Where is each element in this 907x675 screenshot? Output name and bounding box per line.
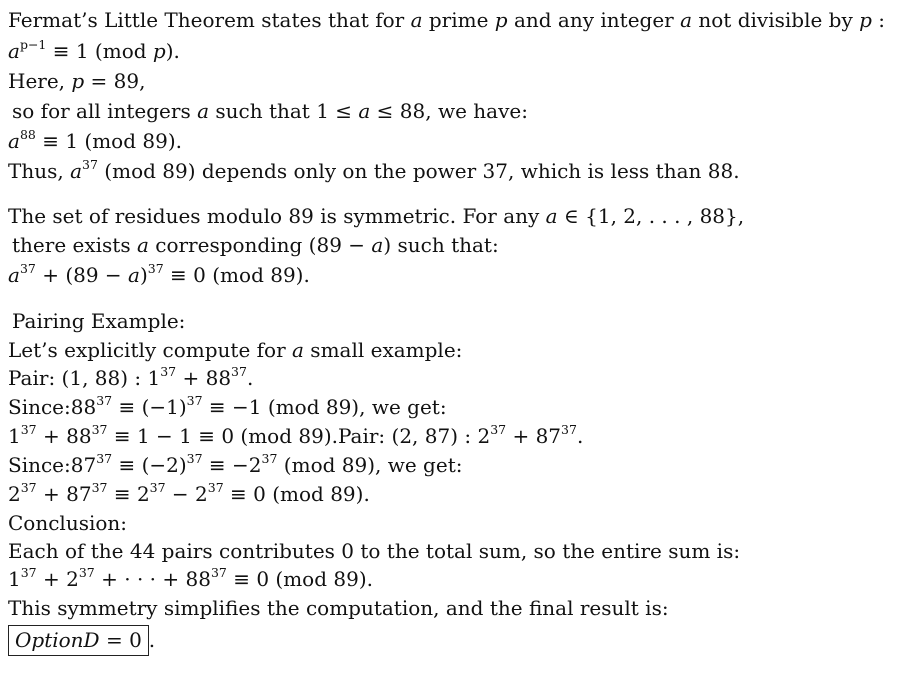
line-20 [8,594,669,622]
line-21 [8,625,155,656]
line-9 [8,261,310,289]
final-answer: OptionD = 0 [15,628,142,652]
line-7-text: The set of residues modulo 89 is symmetric. For any a ∈ {1, 2, . . . , 88}, [8,204,745,228]
line-12-text: Pair: (1, 88) : $1^{37} + 88^{37}$. [8,364,254,390]
line-4 [12,97,528,125]
line-20-text: This symmetry simplifies the computation, and the final result is: [8,596,669,620]
line-18-text: Each of the 44 pairs contributes 0 to the total sum, so the entire sum is: [8,539,741,563]
line-3-text: Here, p = 89, [8,69,146,93]
line-2 [8,37,180,65]
line-15 [8,451,462,479]
line-10-text: Pairing Example: [12,309,186,333]
line-8 [12,231,499,259]
line-5-text: $a^{88} \equiv 1$ (mod 89). [8,127,182,153]
line-13 [8,393,447,421]
line-15-text: $Since:87^{37} \equiv (-2)^{37} \equiv -2^{37}$ (mod 89), we get: [8,451,463,477]
line-1 [8,6,885,34]
line-11-text: Let’s explicitly compute for a small example: [8,338,463,362]
line-7 [8,202,744,230]
line-14 [8,422,583,450]
line-19-text: $1^{37} + 2^{37}$ + · · · + $88^{37} \equiv 0$ (mod 89). [8,565,373,591]
line-13-text: $Since:88^{37} \equiv (-1)^{37} \equiv -1$ (mod 89), we get: [8,393,447,419]
line-17-text: Conclusion: [8,511,128,535]
line-18 [8,537,740,565]
line-9-text: $a^{37} + (89 - a)^{37} \equiv 0$ (mod 89). [8,261,310,287]
line-6 [8,157,740,185]
line-3 [8,67,145,95]
line-2-text: $a^{p-1} \equiv 1$ (mod p). [8,37,180,63]
line-12 [8,364,253,392]
line-6-text: Thus, $a^{37}$ (mod 89) depends only on the power 37, which is less than 88. [8,157,740,183]
line-1-text: Fermat’s Little Theorem states that for a prime p and any integer a not divisible by p : [8,8,886,32]
line-17 [8,509,127,537]
line-5 [8,127,182,155]
line-14-text: $1^{37} + 88^{37} \equiv 1 - 1 \equiv 0$ (mod 89).Pair: (2, 87) : $2^{37} + 87^{37}$. [8,422,584,448]
final-answer-period: . [148,628,156,652]
line-16 [8,480,370,508]
line-10 [12,307,185,335]
line-19 [8,565,373,593]
line-16-text: $2^{37} + 87^{37} \equiv 2^{37} - 2^{37} \equiv 0$ (mod 89). [8,480,370,506]
line-8-text: there exists a corresponding (89 − a) such that: [12,233,499,257]
final-answer-box [8,625,149,656]
line-11 [8,336,462,364]
line-4-text: so for all integers a such that 1 ≤ a ≤ 88, we have: [12,99,528,123]
